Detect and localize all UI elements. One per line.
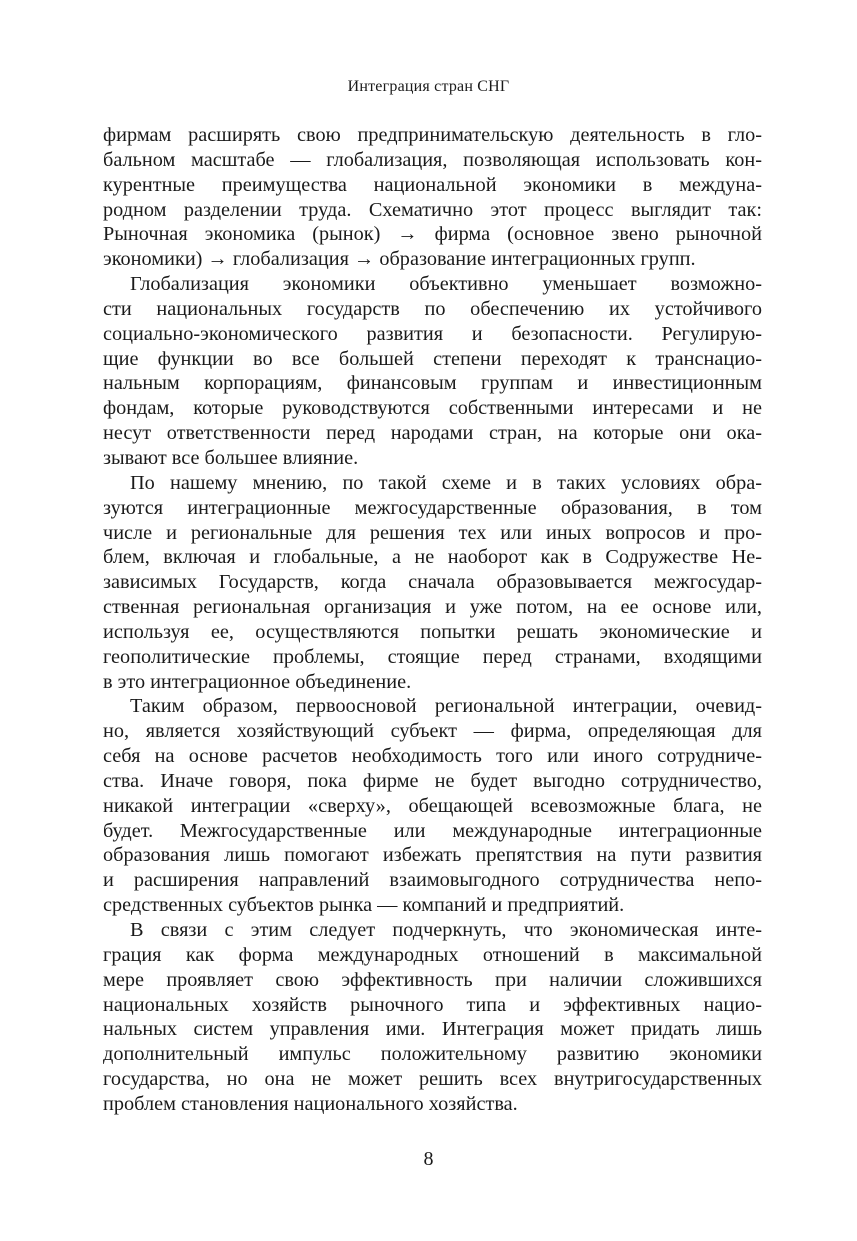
text-line: зывают все большее влияние. <box>103 446 359 469</box>
text-line: грация как форма международных отношений в максимальной <box>103 943 762 966</box>
text-line: будет. Межгосударственные или международные интеграционные <box>103 819 762 842</box>
running-head: Интеграция стран СНГ <box>347 78 510 95</box>
text-line: проблем становления национального хозяйства. <box>103 1092 518 1115</box>
text-line: зависимых Государств, когда сначала образовывается межгосудар- <box>103 571 762 594</box>
text-line: Глобализация экономики объективно уменьшает возможно- <box>130 273 762 296</box>
text-line: используя ее, осуществляются попытки решать экономические и <box>103 620 762 643</box>
text-line: бальном масштабе — глобализация, позволяющая использовать кон- <box>103 148 762 171</box>
text-line: родном разделении труда. Схематично этот процесс выглядит так: <box>103 198 762 221</box>
text-line: Таким образом, первоосновой региональной интеграции, очевид- <box>130 695 762 718</box>
text-line: ства. Иначе говоря, пока фирме не будет выгодно сотрудничество, <box>103 769 762 792</box>
text-line: блем, включая и глобальные, а не наоборот как в Содружестве Не- <box>103 546 762 569</box>
text-line: никакой интеграции «сверху», обещающей всевозможные блага, не <box>103 794 762 817</box>
text-line: дополнительный импульс положительному развитию экономики <box>103 1043 762 1066</box>
text-line: средственных субъектов рынка — компаний и предприятий. <box>103 894 625 917</box>
page-number: 8 <box>423 1148 434 1170</box>
text-line: В связи с этим следует подчеркнуть, что экономическая инте- <box>130 919 762 941</box>
text-line: фондам, которые руководствуются собственными интересами и не <box>103 397 762 420</box>
text-line: числе и региональные для решения тех или иных вопросов и про- <box>103 521 762 544</box>
text-line: По нашему мнению, по такой схеме и в таких условиях обра- <box>130 471 762 494</box>
text-line: национальных хозяйств рыночного типа и эффективных нацио- <box>103 993 762 1016</box>
text-line: сти национальных государств по обеспечению их устойчивого <box>103 297 762 320</box>
text-line: несут ответственности перед народами стран, на которые они ока- <box>103 422 762 445</box>
text-line: геополитические проблемы, стоящие перед странами, входящими <box>103 645 762 668</box>
text-line: образования лишь помогают избежать препятствия на пути развития <box>103 844 762 867</box>
text-line: щие функции во все большей степени переходят к транснацио- <box>103 347 762 370</box>
text-line: себя на основе расчетов необходимость того или иного сотрудниче- <box>103 745 762 768</box>
body-text <box>103 123 762 1117</box>
text-line: Рыночная экономика (рынок) → фирма (основное звено рыночной <box>103 223 762 246</box>
text-line: зуются интеграционные межгосударственные образования, в том <box>103 496 762 519</box>
text-line: курентные преимущества национальной экономики в междуна- <box>103 173 762 196</box>
text-line: в это интеграционное объединение. <box>103 670 412 693</box>
text-line: мере проявляет свою эффективность при наличии сложившихся <box>103 968 762 991</box>
text-line: нальным корпорациям, финансовым группам и инвестиционным <box>103 372 762 395</box>
text-line: фирмам расширять свою предпринимательскую деятельность в гло- <box>103 124 762 146</box>
text-line: ственная региональная организация и уже потом, на ее основе или, <box>103 596 762 619</box>
text-line: экономики) → глобализация → образование интеграционных групп. <box>103 248 696 271</box>
text-line: и расширения направлений взаимовыгодного сотрудничества непо- <box>103 869 762 892</box>
text-line: но, является хозяйствующий субъект — фирма, определяющая для <box>103 720 762 743</box>
text-line: нальных систем управления ими. Интеграция может придать лишь <box>103 1018 762 1041</box>
text-line: государства, но она не может решить всех внутригосударственных <box>103 1068 762 1091</box>
text-line: социально-экономического развития и безопасности. Регулирую- <box>103 322 762 345</box>
